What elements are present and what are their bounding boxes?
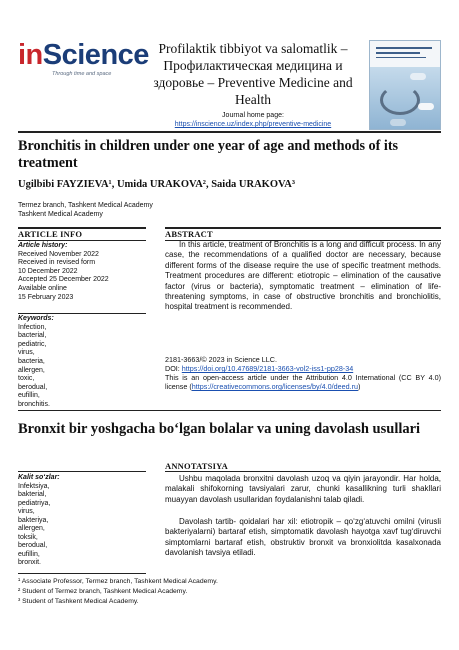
article-info-heading: ARTICLE INFO [18, 229, 83, 239]
doi-line [165, 364, 441, 373]
keyword: berodual, [18, 542, 48, 549]
journal-home-link[interactable]: https://inscience.uz/index.php/preventive-medicine [174, 121, 332, 128]
keyword: Infection, [18, 323, 47, 331]
keyword: bronchitis. [18, 400, 50, 408]
doi-link[interactable]: https://doi.org/10.47689/2181-3663-vol2-iss1-pp28-34 [181, 364, 354, 373]
affiliations [18, 201, 153, 219]
journal-logo [18, 39, 149, 88]
keyword: Infektsiya, [18, 482, 50, 490]
keyword: berodual, [18, 383, 48, 391]
keyword: eufillin, [18, 392, 40, 400]
keyword: allergen, [18, 366, 45, 374]
license-line [165, 373, 441, 391]
footnote-3: ³ Student of Tashkent Medical Academy. [18, 598, 139, 605]
history-line: 15 February 2023 [18, 293, 74, 301]
keyword: pediatriya, [18, 499, 51, 507]
license-end: ) [357, 382, 361, 391]
history-line: Received in revised form [18, 259, 96, 267]
keyword: bakterial, [18, 491, 47, 498]
keyword: bronxit. [18, 559, 41, 566]
keyword: toksik, [18, 533, 38, 541]
affiliation-2: Tashkent Medical Academy [18, 211, 103, 218]
affiliation-1: Termez branch, Tashkent Medical Academy [18, 202, 153, 209]
keyword: virus, [18, 349, 35, 357]
keyword: allergen, [18, 525, 45, 532]
authors: Ugilbibi FAYZIEVA¹, Umida URAKOVA², Saida URAKOVA³ [18, 179, 295, 190]
history-line: Received November 2022 [18, 250, 99, 258]
license-text: This is an open-access article under the Attribution 4.0 International (CC BY 4.0) license ( [165, 373, 441, 391]
footnote-1: ¹ Associate Professor, Termez branch, Tashkent Medical Academy. [18, 578, 218, 585]
logo-tagline: Through time and space [52, 71, 112, 77]
journal-home [146, 111, 360, 129]
keyword: bacterial, [18, 332, 47, 340]
keywords-en [18, 315, 146, 410]
history-heading: Article history: [18, 242, 68, 249]
abstract-text: In this article, treatment of Bronchitis is a long and difficult process. In any case, the recommendations of a qualified doctor are necessary, because different forms of the disease require the use of specific treatment methods. Treatment procedures are different: etiotropic – elimination of the causative factor (virus or bacteria), symptomatic treatment – elimination of life-threatening symptoms, in case of obstructive bronchitis and bronchiolitis, hospital treatment is recommended. [165, 240, 441, 312]
logo-in-text: in [18, 39, 43, 71]
article-history [18, 242, 146, 302]
history-line: Accepted 25 December 2022 [18, 276, 109, 284]
history-line: 10 December 2022 [18, 267, 78, 275]
keywords-uz [18, 474, 146, 568]
footnote-2: ² Student of Termez branch, Tashkent Medical Academy. [18, 588, 188, 595]
keyword: toxic, [18, 375, 35, 383]
keywords-heading: Keywords: [18, 315, 54, 322]
journal-cover-image [369, 40, 441, 130]
keyword: eufillin, [18, 550, 40, 558]
article-meta [165, 355, 441, 391]
keyword: pediatric, [18, 340, 47, 348]
doi-label: DOI: [165, 364, 180, 373]
journal-home-label: Journal home page: [222, 112, 284, 119]
journal-title: Profilaktik tibbiyot va salomatlik – Профилактическая медицина и здоровье – Preventive Medicine and Health [153, 41, 353, 107]
header-rule [18, 131, 441, 133]
annotatsiya-paragraph-1: Ushbu maqolada bronxitni davolash uzoq va qiyin jarayondir. Har holda, malakali shifokorning tavsiyalari zarur, chunki kasallikning turli shakllari muayyan davolash usullaridan foydalanishni talab qiladi. [165, 474, 441, 504]
keyword: virus, [18, 508, 35, 515]
abstract-heading: ABSTRACT [165, 229, 213, 239]
article-title: Bronchitis in children under one year of age and methods of its treatment [18, 138, 399, 171]
issn-line: 2181-3663/© 2023 in Science LLC. [165, 355, 277, 364]
history-line: Available online [18, 284, 67, 292]
uz-keywords-heading: Kalit so‘zlar: [18, 474, 60, 481]
keyword: bacteria, [18, 357, 45, 365]
logo-science-text: Science [42, 39, 149, 71]
annotatsiya-heading: ANNOTATSIYA [165, 461, 228, 471]
footnotes [18, 577, 443, 607]
keyword: bakteriya, [18, 516, 49, 524]
annotatsiya-paragraph-2: Davolash tartib- qoidalari har xil: etiotropik – qo‘zg‘atuvchi omilni (virusli bakteriyalarni) bartaraf etish, simptomatik davolash hayotga xavf tug‘diruvchi simptomlarni bartaraf etish, obstruktiv bronxit va bronxiolitda kasalxonada davolanish tavsiya etiladi. [165, 517, 441, 558]
license-link[interactable]: https://creativecommons.org/licenses/by/4.0/deed.ru [191, 382, 358, 391]
uz-article-title: Bronxit bir yoshgacha bo‘lgan bolalar va uning davolash usullari [18, 421, 421, 437]
footnote-rule [18, 573, 146, 574]
